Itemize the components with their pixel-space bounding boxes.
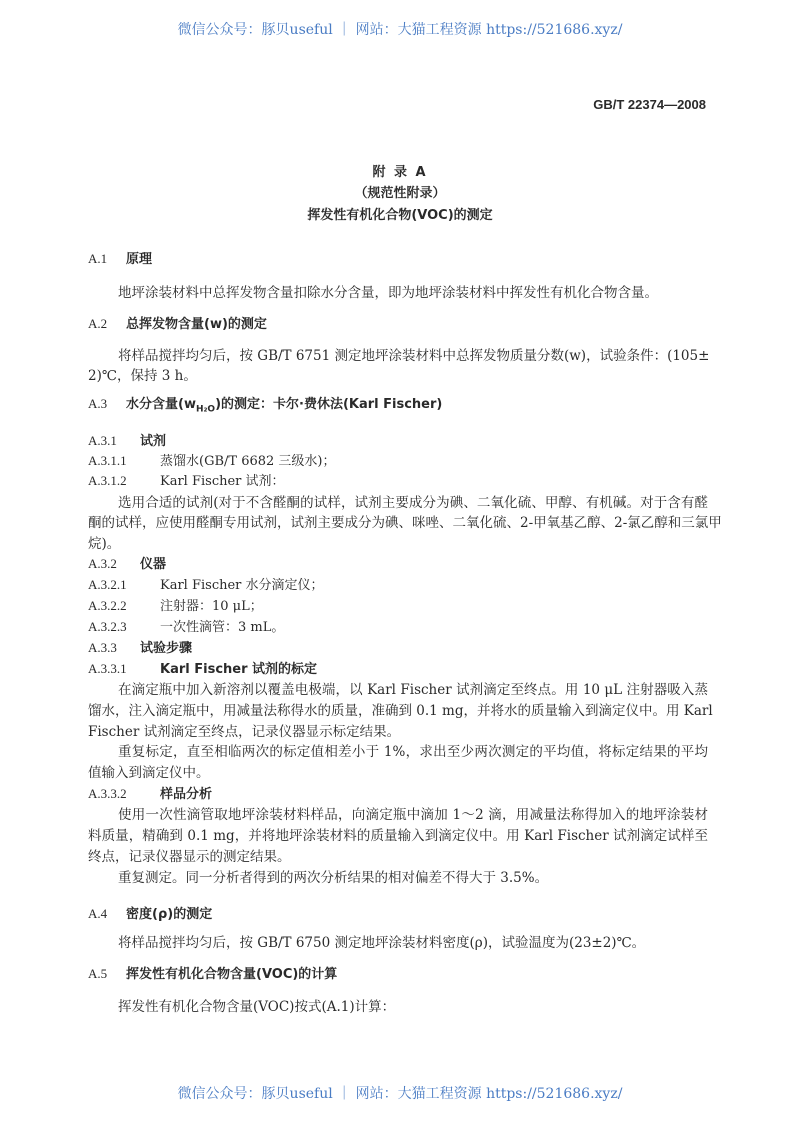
- section-number: A.3.1.2: [88, 473, 127, 488]
- section-number: A.3.1: [88, 433, 117, 448]
- paragraph-line: 使用一次性滴管取地坪涂装材料样品，向滴定瓶中滴加 1～2 滴，用减量法称得加入的地坪涂装材: [118, 807, 708, 823]
- section-title: 水分含量(w: [126, 397, 196, 412]
- section-title: 仪器: [140, 557, 167, 572]
- annex-title: 附 录 A: [372, 165, 428, 180]
- section-title: Karl Fischer 试剂的标定: [160, 662, 318, 677]
- heading-a2: [88, 315, 267, 334]
- section-title: 总挥发物含量(w)的测定: [126, 317, 267, 332]
- section-number: A.3.2.1: [88, 577, 127, 592]
- section-title: 原理: [126, 252, 153, 267]
- item-text: 一次性滴管：3 mL。: [160, 620, 285, 635]
- item-a312: [88, 472, 285, 491]
- annex-subject: 挥发性有机化合物(VOC)的测定: [307, 208, 493, 223]
- item-a321: [88, 576, 324, 595]
- section-title: 试剂: [140, 434, 167, 449]
- section-number: A.3.2: [88, 556, 117, 571]
- paragraph-line: 2)℃，保持 3 h。: [88, 368, 197, 384]
- item-a322: [88, 597, 263, 616]
- section-number: A.3.3.1: [88, 661, 127, 676]
- section-number: A.3.3: [88, 640, 117, 655]
- paragraph-line: 选用合适的试剂(对于不含醛酮的试样，试剂主要成分为碘、二氧化硫、甲醇、有机碱。对于含有醛: [118, 495, 708, 511]
- paragraph-line: 重复标定，直至相临两次的标定值相差小于 1%，求出至少两次测定的平均值，将标定结果的平均: [118, 744, 708, 760]
- section-number: A.1: [88, 251, 108, 266]
- heading-a31: [88, 432, 166, 451]
- heading-a33: [88, 639, 192, 658]
- paragraph-line: 将样品搅拌均匀后，按 GB/T 6751 测定地坪涂装材料中总挥发物质量分数(w)，试验条件：(105±: [118, 348, 710, 364]
- item-a311: [88, 452, 335, 471]
- paragraph-line: 在滴定瓶中加入新溶剂以覆盖电极端，以 Karl Fischer 试剂滴定至终点。用 10 μL 注射器吸入蒸: [118, 682, 708, 698]
- heading-a32: [88, 555, 166, 574]
- paragraph-line: Fischer 试剂滴定至终点，记录仪器显示标定结果。: [88, 724, 401, 740]
- section-title: 挥发性有机化合物含量(VOC)的计算: [126, 967, 338, 982]
- paragraph-line: 重复测定。同一分析者得到的两次分析结果的相对偏差不得大于 3.5%。: [118, 870, 549, 886]
- paragraph-line: 挥发性有机化合物含量(VOC)按式(A.1)计算：: [118, 999, 396, 1015]
- paragraph-line: 馏水，注入滴定瓶中，用减量法称得水的质量，准确到 0.1 mg，并将水的质量输入到滴定仪中。用 Karl: [88, 703, 713, 719]
- paragraph-line: 烷)。: [88, 536, 121, 552]
- item-text: Karl Fischer 水分滴定仪；: [160, 578, 324, 593]
- section-number: A.4: [88, 906, 108, 921]
- section-title-suffix: )的测定：卡尔·费休法(Karl Fischer): [215, 397, 443, 412]
- paragraph-line: 地坪涂装材料中总挥发物含量扣除水分含量，即为地坪涂装材料中挥发性有机化合物含量。: [118, 285, 658, 301]
- section-number: A.3.2.2: [88, 598, 127, 613]
- heading-a332: [88, 785, 212, 804]
- heading-a1: [88, 250, 152, 269]
- paragraph-line: 酮的试样，应使用醛酮专用试剂，试剂主要成分为碘、咪唑、二氧化硫、2-甲氧基乙醇、2-氯乙醇和三氯甲: [88, 515, 722, 531]
- standard-number: GB/T 22374—2008: [593, 97, 706, 112]
- section-number: A.2: [88, 316, 108, 331]
- section-number: A.3.2.3: [88, 619, 127, 634]
- subscript: H₂O: [195, 404, 216, 415]
- item-text: Karl Fischer 试剂：: [160, 474, 285, 489]
- annex-type: （规范性附录）: [354, 186, 446, 201]
- heading-a5: [88, 965, 337, 984]
- paragraph-line: 料质量，精确到 0.1 mg，并将地坪涂装材料的质量输入到滴定仪中。用 Karl Fischer 试剂滴定试样至: [88, 828, 708, 844]
- paragraph-line: 值输入到滴定仪中。: [88, 765, 210, 781]
- section-number: A.3.3.2: [88, 786, 127, 801]
- paragraph-line: 将样品搅拌均匀后，按 GB/T 6750 测定地坪涂装材料密度(ρ)，试验温度为(23±2)℃。: [118, 935, 646, 951]
- item-text: 蒸馏水(GB/T 6682 三级水)；: [160, 454, 336, 469]
- section-number: A.3.1.1: [88, 453, 127, 468]
- item-text: 注射器：10 μL；: [160, 599, 263, 614]
- section-number: A.5: [88, 966, 108, 981]
- section-title: 样品分析: [160, 787, 213, 802]
- watermark-footer: 微信公众号：豚贝useful ｜ 网站：大猫工程资源 https://521686.xyz/: [177, 1086, 623, 1102]
- heading-a331: [88, 660, 317, 679]
- section-title: 密度(ρ)的测定: [126, 907, 213, 922]
- heading-a3: [88, 395, 442, 419]
- heading-a4: [88, 905, 212, 924]
- item-a323: [88, 618, 284, 637]
- watermark-header: 微信公众号：豚贝useful ｜ 网站：大猫工程资源 https://521686.xyz/: [177, 22, 623, 38]
- paragraph-line: 终点，记录仪器显示的测定结果。: [88, 849, 291, 865]
- section-title: 试验步骤: [140, 641, 193, 656]
- section-number: A.3: [88, 396, 108, 411]
